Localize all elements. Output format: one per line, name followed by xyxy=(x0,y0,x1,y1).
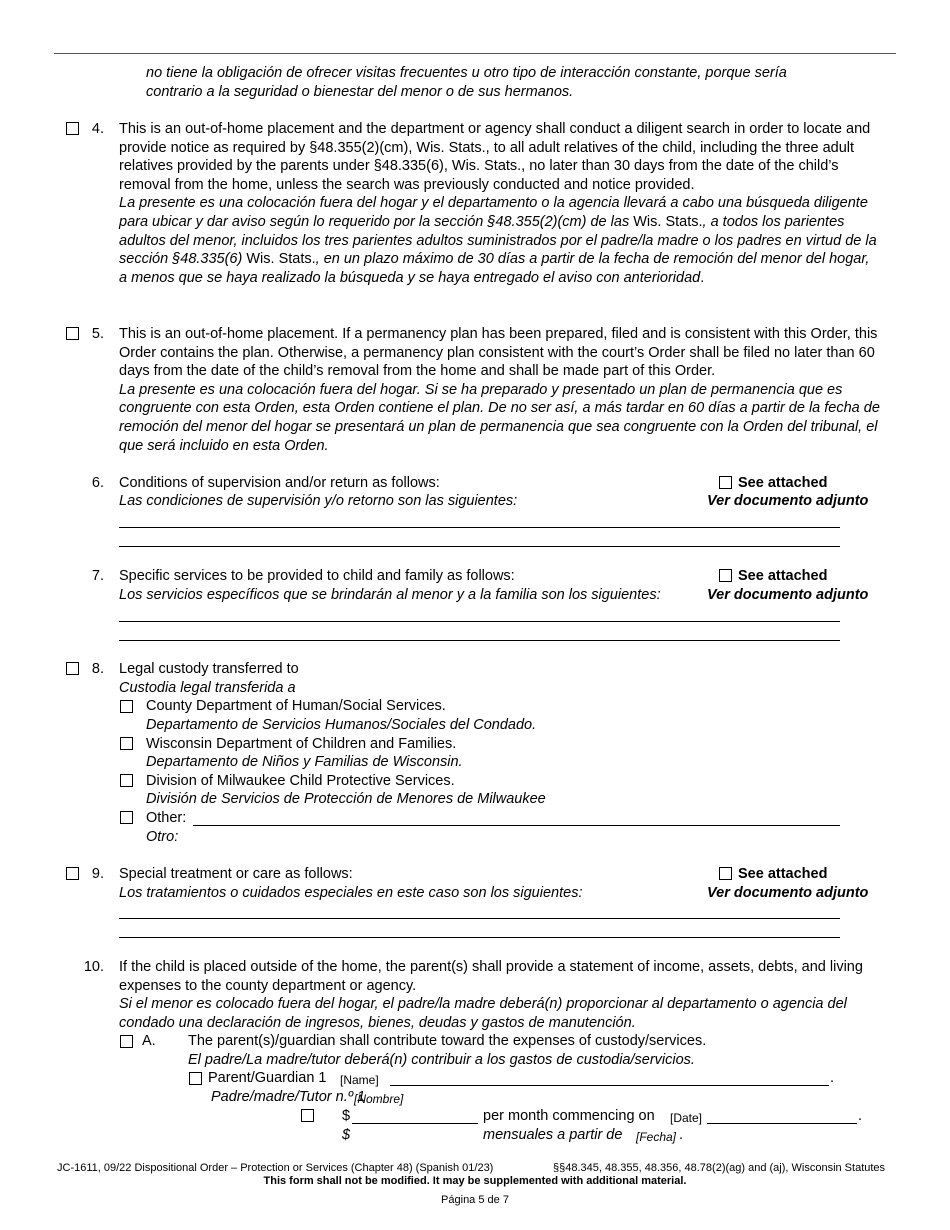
item-7-line-1[interactable] xyxy=(119,621,840,622)
footer-notice: This form shall not be modified. It may be supplemented with additional material. xyxy=(263,1175,687,1187)
item-6-ver-adjunto: Ver documento adjunto xyxy=(707,493,869,509)
parent-guardian-1-name-line[interactable] xyxy=(390,1085,829,1086)
item-4-en: This is an out-of-home placement and the department or agency shall conduct a diligent search in order to locate and provide notice as required by §48.355(2)(cm), Wis. Stats., to all adult relatives of the child, including the three adult relatives provided by the parents under §48.335(6), Wis. Stats., no later than 30 days from the date of the child’s removal from the home, unless the search was previously conducted and notice provided. xyxy=(119,121,871,193)
custody-dcf-checkbox[interactable] xyxy=(120,737,133,750)
custody-other-es: Otro: xyxy=(146,829,179,845)
item-9-see-attached: See attached xyxy=(738,866,828,882)
item-4-number: 4. xyxy=(91,121,104,137)
footer-page-number: Página 5 de 7 xyxy=(441,1194,509,1206)
fecha-hint: [Fecha] xyxy=(636,1130,677,1144)
custody-other-checkbox[interactable] xyxy=(120,811,133,824)
item-7-number: 7. xyxy=(91,568,104,584)
item-7-see-attached-checkbox[interactable] xyxy=(719,569,732,582)
monthly-amount-checkbox[interactable] xyxy=(301,1109,314,1122)
item-8-es: Custodia legal transferida a xyxy=(119,680,296,696)
item-9-number: 9. xyxy=(91,866,104,882)
item-6-see-attached: See attached xyxy=(738,475,828,491)
parent-guardian-1-name-hint: [Name] xyxy=(340,1073,379,1087)
continuation-text: no tiene la obligación de ofrecer visitas frecuentes u otro tipo de interacción constante, porque sería contrario a la seguridad o bienestar del menor o de sus hermanos. xyxy=(146,65,787,100)
custody-dcf-en: Wisconsin Department of Children and Families. xyxy=(146,736,457,752)
item-8-number: 8. xyxy=(91,661,104,677)
custody-milwaukee-en: Division of Milwaukee Child Protective Services. xyxy=(146,773,455,789)
item-7-es: Los servicios específicos que se brindarán al menor y a la familia son los siguientes: xyxy=(119,587,661,603)
date-hint: [Date] xyxy=(670,1111,703,1125)
custody-milwaukee-checkbox[interactable] xyxy=(120,774,133,787)
custody-milwaukee-es: División de Servicios de Protección de Menores de Milwaukee xyxy=(146,791,546,807)
top-rule xyxy=(54,53,896,54)
item-6-see-attached-checkbox[interactable] xyxy=(719,476,732,489)
item-6-line-1[interactable] xyxy=(119,527,840,528)
item-10a-label: A. xyxy=(142,1033,156,1049)
item-9-line-2[interactable] xyxy=(119,937,840,938)
item-9-line-1[interactable] xyxy=(119,918,840,919)
item-6-line-2[interactable] xyxy=(119,546,840,547)
dollar-sign-es: $ xyxy=(342,1127,351,1143)
item-5-en: This is an out-of-home placement. If a permanency plan has been prepared, filed and is consistent with this Order, this Order contains the plan. Otherwise, a permanency plan consistent with the court’s Order shall be filed no later than 60 days from the date of the child’s removal from the home and shall be made part of this Order. xyxy=(119,326,878,380)
item-9-ver-adjunto: Ver documento adjunto xyxy=(707,885,869,901)
custody-county-en: County Department of Human/Social Services. xyxy=(146,698,446,714)
item-10-es: Si el menor es colocado fuera del hogar, el padre/la madre deberá(n) proporcionar al departamento o agencia del condado una declaración de ingresos, bienes, deudas y gastos de manutención. xyxy=(119,996,847,1031)
item-9-en: Special treatment or care as follows: xyxy=(119,866,353,882)
custody-county-es: Departamento de Servicios Humanos/Sociales del Condado. xyxy=(146,717,537,733)
item-7-en: Specific services to be provided to child and family as follows: xyxy=(119,568,515,584)
item-9-see-attached-checkbox[interactable] xyxy=(719,867,732,880)
custody-county-checkbox[interactable] xyxy=(120,700,133,713)
item-6-es: Las condiciones de supervisión y/o retorno son las siguientes: xyxy=(119,493,518,509)
mensuales-label: mensuales a partir de xyxy=(483,1127,623,1143)
item-6-number: 6. xyxy=(91,475,104,491)
dollar-sign: $ xyxy=(342,1108,351,1124)
custody-dcf-es: Departamento de Niños y Familias de Wisconsin. xyxy=(146,754,463,770)
item-10-number: 10. xyxy=(83,959,104,975)
parent-guardian-1-checkbox[interactable] xyxy=(189,1072,202,1085)
item-5-es: La presente es una colocación fuera del hogar. Si se ha preparado y presentado un plan de permanencia que es congruente con esta Orden, esta Orden contiene el plan. De no ser así, a más tardar en 60 días a partir de la fecha de remoción del menor del hogar se presentará un plan de permanencia que sea congruente con la Orden del tribunal, el que será incluido en esta Orden. xyxy=(119,381,880,454)
item-7-line-2[interactable] xyxy=(119,640,840,641)
footer-form-id: JC-1611, 09/22 Dispositional Order – Protection or Services (Chapter 48) (Spanish 01/23) xyxy=(57,1162,494,1174)
item-9-es: Los tratamientos o cuidados especiales en este caso son los siguientes: xyxy=(119,885,583,901)
parent-guardian-1-es: Padre/madre/Tutor n.º 1 xyxy=(211,1089,366,1105)
item-10a-en: The parent(s)/guardian shall contribute toward the expenses of custody/services. xyxy=(188,1033,707,1049)
item-5-text xyxy=(119,325,881,455)
item-10-en: If the child is placed outside of the home, the parent(s) shall provide a statement of income, assets, debts, and living expenses to the county department or agency. xyxy=(119,959,863,994)
item-4-es: La presente es una colocación fuera del hogar y el departamento o la agencia llevará a cabo una búsqueda diligente para ubicar y dar aviso según lo requerido por la sección §48.355(2)(cm) de las Wis. Stats., a todos los parientes adultos del menor, incluidos los tres parientes adultos suministrados por el padre/la madre o los padres en virtud de la sección §48.335(6) Wis. Stats., en un plazo máximo de 30 días a partir de la fecha de remoción del menor del hogar, a menos que se haya realizado la búsqueda y se haya entregado el aviso con anterioridad. xyxy=(119,195,877,286)
fecha-period: . xyxy=(679,1127,684,1143)
custody-other-line[interactable] xyxy=(193,825,840,826)
footer-statutes: §§48.345, 48.355, 48.356, 48.78(2)(ag) and (aj), Wisconsin Statutes xyxy=(553,1162,886,1174)
parent-guardian-1-label: Parent/Guardian 1 xyxy=(208,1070,327,1086)
custody-other-en: Other: xyxy=(146,810,187,826)
item-10a-es: El padre/La madre/tutor deberá(n) contribuir a los gastos de custodia/servicios. xyxy=(188,1052,695,1068)
per-month-label: per month commencing on xyxy=(483,1108,655,1124)
item-6-en: Conditions of supervision and/or return as follows: xyxy=(119,475,440,491)
date-line[interactable] xyxy=(707,1123,857,1124)
parent-guardian-1-period: . xyxy=(830,1070,835,1086)
item-5-number: 5. xyxy=(91,326,104,342)
item-7-ver-adjunto: Ver documento adjunto xyxy=(707,587,869,603)
parent-guardian-1-nombre-hint: [Nombre] xyxy=(354,1092,404,1106)
date-period: . xyxy=(858,1108,863,1124)
item-8-en: Legal custody transferred to xyxy=(119,661,299,677)
item-7-see-attached: See attached xyxy=(738,568,828,584)
amount-line[interactable] xyxy=(352,1123,478,1124)
item-10-text xyxy=(119,958,881,1032)
item-4-text xyxy=(119,120,881,287)
item-10a-checkbox[interactable] xyxy=(120,1035,133,1048)
